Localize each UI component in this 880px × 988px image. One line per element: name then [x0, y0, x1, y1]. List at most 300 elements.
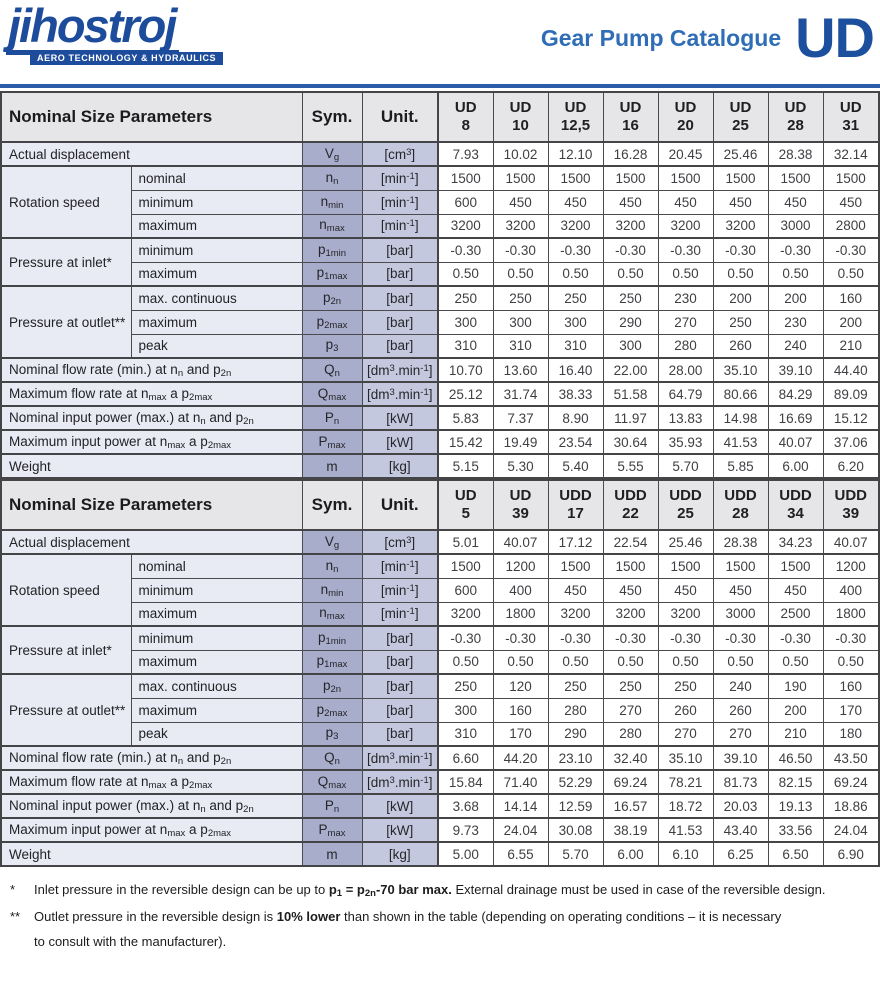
row-sublabel: peak: [131, 334, 302, 358]
sym-cell: $p_3$: [302, 334, 362, 358]
unit-cell: [bar]: [362, 262, 438, 286]
value-cell: 35.10: [658, 746, 713, 770]
row-label: Weight: [1, 454, 302, 478]
table-header-row: [1, 92, 879, 142]
row-sublabel: minimum: [131, 190, 302, 214]
value-cell: 1500: [603, 554, 658, 578]
sym-cell: $P_n$: [302, 406, 362, 430]
value-cell: 200: [713, 286, 768, 310]
value-cell: -0.30: [548, 238, 603, 262]
sym-cell: $p_{2n}$: [302, 286, 362, 310]
value-cell: 23.54: [548, 430, 603, 454]
sym-cell: m: [302, 454, 362, 478]
unit-cell: $[\min^{-1}]$: [362, 602, 438, 626]
sym-cell: $n_{min}$: [302, 190, 362, 214]
value-cell: 280: [548, 698, 603, 722]
value-cell: 250: [603, 286, 658, 310]
value-cell: 16.28: [603, 142, 658, 166]
value-cell: -0.30: [768, 626, 823, 650]
value-cell: 0.50: [438, 650, 493, 674]
value-cell: 24.04: [823, 818, 879, 842]
value-cell: -0.30: [713, 238, 768, 262]
value-cell: 1500: [768, 554, 823, 578]
value-cell: 19.49: [493, 430, 548, 454]
unit-cell: [bar]: [362, 722, 438, 746]
value-cell: 1500: [823, 166, 879, 190]
value-cell: 38.33: [548, 382, 603, 406]
value-cell: 120: [493, 674, 548, 698]
unit-cell: $[\min^{-1}]$: [362, 166, 438, 190]
group-label: Rotation speed: [1, 554, 131, 626]
value-cell: 0.50: [438, 262, 493, 286]
table-row: [1, 626, 879, 650]
value-cell: 22.00: [603, 358, 658, 382]
value-cell: 270: [658, 722, 713, 746]
value-cell: 170: [493, 722, 548, 746]
sym-cell: $Q_{max}$: [302, 770, 362, 794]
row-sublabel: nominal: [131, 166, 302, 190]
row-sublabel: maximum: [131, 602, 302, 626]
value-cell: 450: [548, 578, 603, 602]
table-row: [1, 406, 879, 430]
value-cell: 240: [768, 334, 823, 358]
value-cell: 300: [548, 310, 603, 334]
value-cell: 3200: [713, 214, 768, 238]
value-cell: 290: [603, 310, 658, 334]
table-row: [1, 286, 879, 310]
value-cell: 1500: [438, 166, 493, 190]
value-cell: 160: [823, 286, 879, 310]
unit-cell: $[dm^3.\min^{-1}]$: [362, 382, 438, 406]
value-cell: 600: [438, 578, 493, 602]
value-cell: 160: [493, 698, 548, 722]
value-cell: 22.54: [603, 530, 658, 554]
sym-cell: $p_{2n}$: [302, 674, 362, 698]
value-cell: 310: [548, 334, 603, 358]
unit-cell: [kg]: [362, 842, 438, 866]
value-cell: 1500: [713, 166, 768, 190]
column-header: UD 12,5: [548, 92, 603, 142]
header-rule: [0, 84, 880, 88]
sym-cell: $p_{1max}$: [302, 650, 362, 674]
value-cell: 69.24: [603, 770, 658, 794]
value-cell: 5.70: [548, 842, 603, 866]
footnotes: [0, 867, 880, 954]
footnote: [8, 877, 870, 904]
value-cell: 310: [438, 722, 493, 746]
value-cell: 300: [438, 310, 493, 334]
value-cell: 46.50: [768, 746, 823, 770]
header-title-block: [541, 0, 874, 76]
sym-cell: $P_{max}$: [302, 818, 362, 842]
value-cell: 0.50: [493, 262, 548, 286]
value-cell: 15.84: [438, 770, 493, 794]
row-label: Actual displacement: [1, 142, 302, 166]
value-cell: 30.64: [603, 430, 658, 454]
value-cell: 64.79: [658, 382, 713, 406]
value-cell: 3.68: [438, 794, 493, 818]
column-header: UD 8: [438, 92, 493, 142]
unit-cell: [bar]: [362, 698, 438, 722]
column-header: UDD 34: [768, 480, 823, 530]
value-cell: 3200: [603, 214, 658, 238]
value-cell: 15.42: [438, 430, 493, 454]
value-cell: 260: [658, 698, 713, 722]
value-cell: 20.03: [713, 794, 768, 818]
table-row: [1, 166, 879, 190]
sym-cell: $p_3$: [302, 722, 362, 746]
value-cell: 40.07: [823, 530, 879, 554]
table-row: [1, 358, 879, 382]
table-row: [1, 454, 879, 478]
column-header: UD 28: [768, 92, 823, 142]
value-cell: 33.56: [768, 818, 823, 842]
unit-cell: [kW]: [362, 818, 438, 842]
value-cell: 32.40: [603, 746, 658, 770]
unit-cell: [bar]: [362, 650, 438, 674]
spec-tables: [0, 91, 880, 867]
column-header: UDD 22: [603, 480, 658, 530]
value-cell: 5.01: [438, 530, 493, 554]
value-cell: 6.90: [823, 842, 879, 866]
value-cell: 1500: [658, 554, 713, 578]
value-cell: 1500: [493, 166, 548, 190]
sym-cell: $n_{max}$: [302, 602, 362, 626]
row-label: Nominal flow rate (min.) at $n_n$ and $p_{2n}$: [1, 358, 302, 382]
value-cell: 450: [713, 190, 768, 214]
table-row: [1, 382, 879, 406]
value-cell: 1500: [548, 554, 603, 578]
jihostroj-logo: [6, 2, 223, 65]
value-cell: 0.50: [603, 650, 658, 674]
value-cell: 450: [603, 190, 658, 214]
value-cell: 38.19: [603, 818, 658, 842]
sym-cell: $n_n$: [302, 166, 362, 190]
value-cell: 0.50: [658, 650, 713, 674]
unit-cell: $[cm^3]$: [362, 142, 438, 166]
value-cell: -0.30: [768, 238, 823, 262]
row-label: Nominal input power (max.) at $n_n$ and $p_{2n}$: [1, 794, 302, 818]
value-cell: 190: [768, 674, 823, 698]
footnote-text: Outlet pressure in the reversible design is 10% lower than shown in the table (depending on operating conditions – it is necessary to consult with the manufacturer).: [34, 908, 782, 949]
value-cell: 15.12: [823, 406, 879, 430]
value-cell: 39.10: [713, 746, 768, 770]
row-sublabel: peak: [131, 722, 302, 746]
spec-table-2: [0, 479, 880, 867]
value-cell: 19.13: [768, 794, 823, 818]
value-cell: 260: [713, 698, 768, 722]
value-cell: 35.10: [713, 358, 768, 382]
value-cell: 600: [438, 190, 493, 214]
value-cell: 1200: [823, 554, 879, 578]
value-cell: 18.86: [823, 794, 879, 818]
value-cell: 300: [493, 310, 548, 334]
value-cell: 25.12: [438, 382, 493, 406]
value-cell: 250: [603, 674, 658, 698]
params-header: Nominal Size Parameters: [1, 92, 302, 142]
unit-cell: $[\min^{-1}]$: [362, 190, 438, 214]
column-header: UD 16: [603, 92, 658, 142]
row-label: Maximum flow rate at $n_{max}$ a $p_{2max}$: [1, 770, 302, 794]
table-row: [1, 430, 879, 454]
row-label: Maximum input power at $n_{max}$ a $p_{2max}$: [1, 430, 302, 454]
value-cell: -0.30: [438, 238, 493, 262]
value-cell: 1500: [548, 166, 603, 190]
value-cell: 3000: [768, 214, 823, 238]
value-cell: -0.30: [438, 626, 493, 650]
value-cell: 41.53: [658, 818, 713, 842]
sym-cell: $p_{2max}$: [302, 310, 362, 334]
value-cell: 5.15: [438, 454, 493, 478]
table-row: [1, 238, 879, 262]
value-cell: 3200: [548, 602, 603, 626]
value-cell: 1500: [438, 554, 493, 578]
value-cell: 280: [603, 722, 658, 746]
value-cell: 5.83: [438, 406, 493, 430]
value-cell: 5.30: [493, 454, 548, 478]
logo-tagline: AERO TECHNOLOGY & HYDRAULICS: [30, 52, 223, 65]
value-cell: 43.40: [713, 818, 768, 842]
value-cell: 250: [548, 286, 603, 310]
value-cell: 81.73: [713, 770, 768, 794]
unit-cell: $[dm^3.\min^{-1}]$: [362, 358, 438, 382]
value-cell: 5.55: [603, 454, 658, 478]
value-cell: 250: [548, 674, 603, 698]
unit-cell: [kg]: [362, 454, 438, 478]
row-sublabel: minimum: [131, 238, 302, 262]
value-cell: 1500: [603, 166, 658, 190]
row-label: Nominal flow rate (min.) at $n_n$ and $p_{2n}$: [1, 746, 302, 770]
table-row: [1, 530, 879, 554]
value-cell: 250: [438, 286, 493, 310]
value-cell: 7.37: [493, 406, 548, 430]
page-header: [0, 0, 880, 84]
sym-cell: $Q_n$: [302, 358, 362, 382]
sym-cell: $Q_n$: [302, 746, 362, 770]
value-cell: 24.04: [493, 818, 548, 842]
value-cell: 2800: [823, 214, 879, 238]
unit-cell: [bar]: [362, 238, 438, 262]
value-cell: 28.38: [713, 530, 768, 554]
footnote-text: Inlet pressure in the reversible design can be up to $p_1 = p_{2n}-70$ bar max. External drainage must be used in case of the reversible design.: [34, 882, 826, 899]
value-cell: 12.10: [548, 142, 603, 166]
table-row: [1, 578, 879, 602]
footnote: [8, 904, 870, 955]
value-cell: 1800: [493, 602, 548, 626]
value-cell: 14.98: [713, 406, 768, 430]
unit-cell: [bar]: [362, 674, 438, 698]
table-row: [1, 554, 879, 578]
value-cell: 20.45: [658, 142, 713, 166]
value-cell: 51.58: [603, 382, 658, 406]
value-cell: 170: [823, 698, 879, 722]
unit-cell: [kW]: [362, 430, 438, 454]
value-cell: 5.00: [438, 842, 493, 866]
footnote-marker: **: [10, 908, 21, 924]
value-cell: 18.72: [658, 794, 713, 818]
value-cell: 230: [658, 286, 713, 310]
value-cell: 14.14: [493, 794, 548, 818]
column-header: UD 5: [438, 480, 493, 530]
value-cell: 16.69: [768, 406, 823, 430]
value-cell: 0.50: [548, 262, 603, 286]
column-header: UD 10: [493, 92, 548, 142]
value-cell: 200: [823, 310, 879, 334]
value-cell: 300: [438, 698, 493, 722]
group-label: Rotation speed: [1, 166, 131, 238]
logo-wordmark: jihostroj: [6, 2, 179, 55]
unit-cell: $[\min^{-1}]$: [362, 578, 438, 602]
value-cell: 13.60: [493, 358, 548, 382]
unit-cell: $[dm^3.\min^{-1}]$: [362, 746, 438, 770]
table-row: [1, 770, 879, 794]
value-cell: 250: [658, 674, 713, 698]
unit-cell: [bar]: [362, 310, 438, 334]
value-cell: 400: [823, 578, 879, 602]
unit-cell: $[\min^{-1}]$: [362, 214, 438, 238]
column-header: UDD 25: [658, 480, 713, 530]
value-cell: 44.20: [493, 746, 548, 770]
value-cell: 270: [603, 698, 658, 722]
sym-header: Sym.: [302, 480, 362, 530]
unit-header: Unit.: [362, 480, 438, 530]
value-cell: 450: [713, 578, 768, 602]
value-cell: 6.25: [713, 842, 768, 866]
value-cell: 11.97: [603, 406, 658, 430]
unit-cell: $[\min^{-1}]$: [362, 554, 438, 578]
row-sublabel: maximum: [131, 262, 302, 286]
unit-cell: [bar]: [362, 286, 438, 310]
value-cell: 3200: [658, 602, 713, 626]
value-cell: 200: [768, 698, 823, 722]
sym-header: Sym.: [302, 92, 362, 142]
sym-cell: $Q_{max}$: [302, 382, 362, 406]
row-label: Actual displacement: [1, 530, 302, 554]
value-cell: 89.09: [823, 382, 879, 406]
value-cell: 3200: [658, 214, 713, 238]
value-cell: 12.59: [548, 794, 603, 818]
value-cell: 52.29: [548, 770, 603, 794]
value-cell: 6.55: [493, 842, 548, 866]
footnote-marker: *: [10, 882, 16, 897]
value-cell: 9.73: [438, 818, 493, 842]
unit-cell: [kW]: [362, 406, 438, 430]
value-cell: 0.50: [548, 650, 603, 674]
value-cell: 41.53: [713, 430, 768, 454]
table-row: [1, 794, 879, 818]
table-row: [1, 746, 879, 770]
value-cell: 450: [658, 190, 713, 214]
row-sublabel: maximum: [131, 214, 302, 238]
value-cell: -0.30: [548, 626, 603, 650]
unit-cell: $[dm^3.\min^{-1}]$: [362, 770, 438, 794]
table-row: [1, 842, 879, 866]
row-sublabel: maximum: [131, 650, 302, 674]
value-cell: 6.00: [603, 842, 658, 866]
value-cell: 30.08: [548, 818, 603, 842]
group-label: Pressure at outlet**: [1, 286, 131, 358]
value-cell: -0.30: [603, 238, 658, 262]
catalogue-title: Gear Pump Catalogue: [540, 24, 782, 51]
column-header: UDD 39: [823, 480, 879, 530]
value-cell: 69.24: [823, 770, 879, 794]
value-cell: 450: [548, 190, 603, 214]
value-cell: 0.50: [713, 262, 768, 286]
value-cell: 450: [658, 578, 713, 602]
value-cell: 16.57: [603, 794, 658, 818]
value-cell: 6.20: [823, 454, 879, 478]
sym-cell: $P_n$: [302, 794, 362, 818]
value-cell: 31.74: [493, 382, 548, 406]
row-label: Maximum flow rate at $n_{max}$ a $p_{2max}$: [1, 382, 302, 406]
sym-cell: $p_{1max}$: [302, 262, 362, 286]
value-cell: 25.46: [713, 142, 768, 166]
value-cell: 82.15: [768, 770, 823, 794]
value-cell: 10.02: [493, 142, 548, 166]
value-cell: 71.40: [493, 770, 548, 794]
sym-cell: $p_{2max}$: [302, 698, 362, 722]
value-cell: 0.50: [713, 650, 768, 674]
table-row: [1, 214, 879, 238]
row-sublabel: max. continuous: [131, 674, 302, 698]
value-cell: 0.50: [658, 262, 713, 286]
value-cell: 40.07: [768, 430, 823, 454]
unit-cell: $[cm^3]$: [362, 530, 438, 554]
value-cell: 0.50: [823, 650, 879, 674]
value-cell: 44.40: [823, 358, 879, 382]
column-header: UD 20: [658, 92, 713, 142]
value-cell: 1800: [823, 602, 879, 626]
value-cell: 3000: [713, 602, 768, 626]
value-cell: 0.50: [823, 262, 879, 286]
value-cell: -0.30: [493, 238, 548, 262]
table-row: [1, 334, 879, 358]
sym-cell: $V_g$: [302, 142, 362, 166]
row-sublabel: maximum: [131, 310, 302, 334]
value-cell: 23.10: [548, 746, 603, 770]
value-cell: 32.14: [823, 142, 879, 166]
group-label: Pressure at outlet**: [1, 674, 131, 746]
value-cell: 10.70: [438, 358, 493, 382]
value-cell: 0.50: [768, 262, 823, 286]
sym-cell: $n_n$: [302, 554, 362, 578]
table-row: [1, 190, 879, 214]
value-cell: 230: [768, 310, 823, 334]
column-header: UD 39: [493, 480, 548, 530]
sym-cell: $p_{1min}$: [302, 238, 362, 262]
value-cell: 37.06: [823, 430, 879, 454]
table-row: [1, 262, 879, 286]
series-code: UD: [795, 6, 874, 70]
value-cell: 5.85: [713, 454, 768, 478]
table-row: [1, 674, 879, 698]
value-cell: 450: [493, 190, 548, 214]
value-cell: 17.12: [548, 530, 603, 554]
unit-cell: [bar]: [362, 626, 438, 650]
value-cell: 0.50: [603, 262, 658, 286]
value-cell: 3200: [438, 602, 493, 626]
table-row: [1, 650, 879, 674]
value-cell: 1200: [493, 554, 548, 578]
value-cell: 2500: [768, 602, 823, 626]
column-header: UD 25: [713, 92, 768, 142]
sym-cell: $V_g$: [302, 530, 362, 554]
value-cell: 180: [823, 722, 879, 746]
value-cell: 210: [768, 722, 823, 746]
value-cell: 250: [493, 286, 548, 310]
value-cell: 270: [658, 310, 713, 334]
row-label: Nominal input power (max.) at $n_n$ and $p_{2n}$: [1, 406, 302, 430]
